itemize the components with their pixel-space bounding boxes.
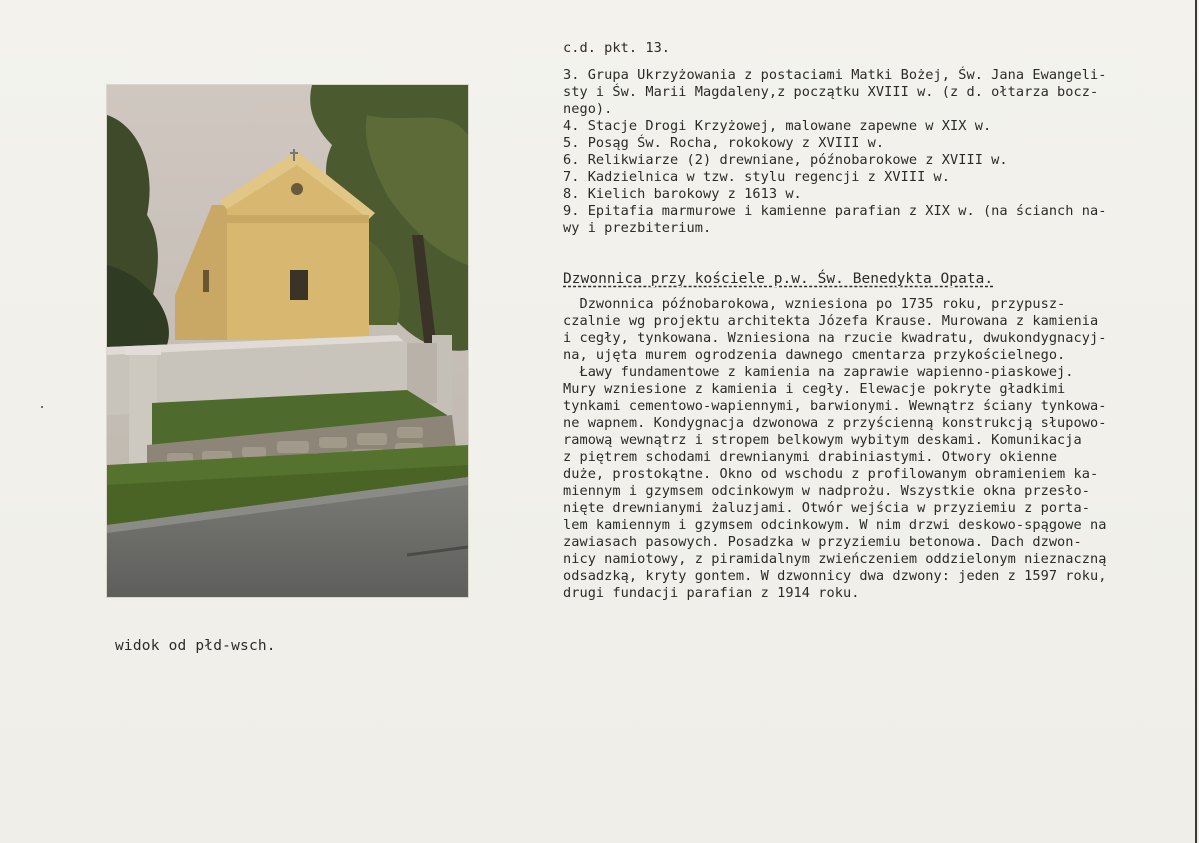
body-line: miennym i gzymsem odcinkowym w nadprożu. Wszystkie okna przesło- [563,483,1090,499]
body-line: lem kamiennym i gzymsem odcinkowym. W nim drzwi deskowo-spągowe na [563,517,1107,533]
description-paragraph [563,296,1133,602]
body-line: Mury wzniesione z kamienia i cegły. Elewacje pokryte gładkimi [563,381,1066,397]
body-line: z piętrem schodami drewnianymi drabiniastymi. Otwory okienne [563,449,1058,465]
list-line: 7. Kadzielnica w tzw. stylu regencji z XVIII w. [563,169,951,185]
list-line: nego). [563,101,613,117]
list-line: 3. Grupa Ukrzyżowania z postaciami Matki Bożej, Św. Jana Ewangeli- [563,67,1107,83]
list-line: wy i prezbiterium. [563,220,712,236]
page-edge [1195,0,1197,843]
church-photo [106,84,469,598]
body-line: czalnie wg projektu architekta Józefa Krause. Murowana z kamienia [563,313,1099,329]
list-line: 9. Epitafia marmurowe i kamienne parafian z XIX w. (na ścianch na- [563,203,1107,219]
specks [41,406,43,408]
church-photo-image [107,85,468,597]
section-title: Dzwonnica przy kościele p.w. Św. Benedykta Opata. [563,271,994,287]
body-line: tynkami cementowo-wapiennymi, barwionymi. Wewnątrz ściany tynkowa- [563,398,1107,414]
body-line: Ławy fundamentowe z kamienia na zaprawie wapienno-piaskowej. [563,364,1074,380]
body-line: nięte drewnianymi żaluzjami. Otwór wejścia w przyziemiu z porta- [563,500,1090,516]
list-line: sty i Św. Marii Magdaleny,z początku XVIII w. (z d. ołtarza bocz- [563,84,1099,100]
body-line: duże, prostokątne. Okno od wschodu z profilowanym obramieniem ka- [563,466,1099,482]
body-line: na, ujęta murem ogrodzenia dawnego cmentarza przykościelnego. [563,347,1066,363]
body-line: ne wapnem. Kondygnacja dzwonowa z przyścienną konstrukcją słupowo- [563,415,1107,431]
body-line: ramową wewnątrz i stropem belkowym wybitym deskami. Komunikacja [563,432,1082,448]
list-line: 8. Kielich barokowy z 1613 w. [563,186,802,202]
text-column [563,40,1133,602]
inventory-list [563,67,1133,237]
body-line: Dzwonnica późnobarokowa, wzniesiona po 1735 roku, przypusz- [563,296,1066,312]
body-line: drugi fundacji parafian z 1914 roku. [563,585,860,601]
photo-caption: widok od płd-wsch. [115,638,276,654]
body-line: i cegły, tynkowana. Wzniesiona na rzucie kwadratu, dwukondygnacyj- [563,330,1107,346]
list-line: 4. Stacje Drogi Krzyżowej, malowane zapewne w XIX w. [563,118,992,134]
body-line: odsadzką, kryty gontem. W dzwonnicy dwa dzwony: jeden z 1597 roku, [563,568,1107,584]
reference-header: c.d. pkt. 13. [563,40,671,56]
list-line: 5. Posąg Św. Rocha, rokokowy z XVIII w. [563,135,885,151]
body-line: zawiasach pasowych. Posadzka w przyziemiu betonowa. Dach dzwon- [563,534,1082,550]
body-line: nicy namiotowy, z piramidalnym zwieńczeniem oddzielonym nieznaczną [563,551,1107,567]
list-line: 6. Relikwiarze (2) drewniane, późnobarokowe z XVIII w. [563,152,1008,168]
